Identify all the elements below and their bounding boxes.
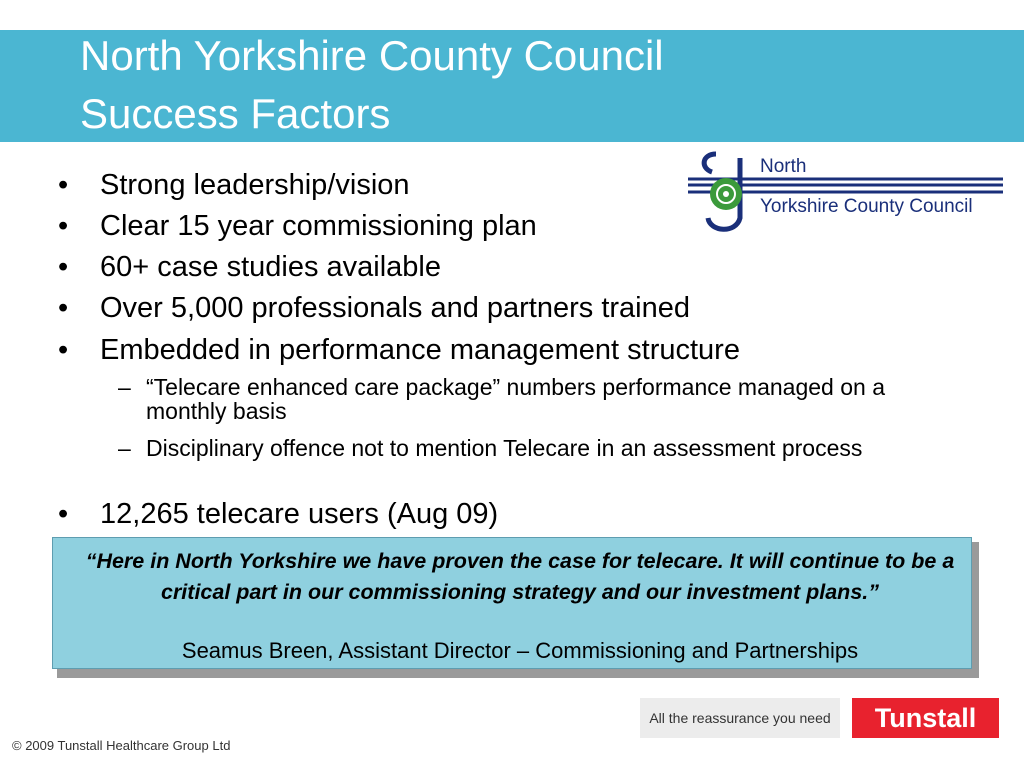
bullet-icon: • — [58, 498, 69, 530]
bullet-icon: • — [58, 169, 69, 201]
bullet-icon: • — [58, 334, 69, 366]
bullet-icon: • — [58, 292, 69, 324]
tunstall-logo: Tunstall — [852, 698, 999, 738]
slide-title-line1: North Yorkshire County Council — [80, 32, 664, 79]
bullet-icon: • — [58, 210, 69, 242]
quote-author: Seamus Breen, Assistant Director – Commissioning and Partnerships — [181, 638, 859, 663]
logo-text-council: Yorkshire County Council — [760, 196, 973, 217]
council-logo — [688, 148, 1008, 238]
tagline: All the reassurance you need — [640, 698, 840, 738]
quote-text: “Here in North Yorkshire we have proven the case for telecare. It will continue to be a critical part in our commissioning strategy and our investment plans.” — [85, 549, 955, 604]
copyright: © 2009 Tunstall Healthcare Group Ltd — [12, 738, 231, 753]
dash-icon: – — [118, 374, 131, 400]
logo-text-north: North — [760, 156, 807, 177]
dash-icon: – — [118, 435, 131, 461]
bullet-icon: • — [58, 251, 69, 283]
slide-title-line2: Success Factors — [80, 90, 391, 137]
